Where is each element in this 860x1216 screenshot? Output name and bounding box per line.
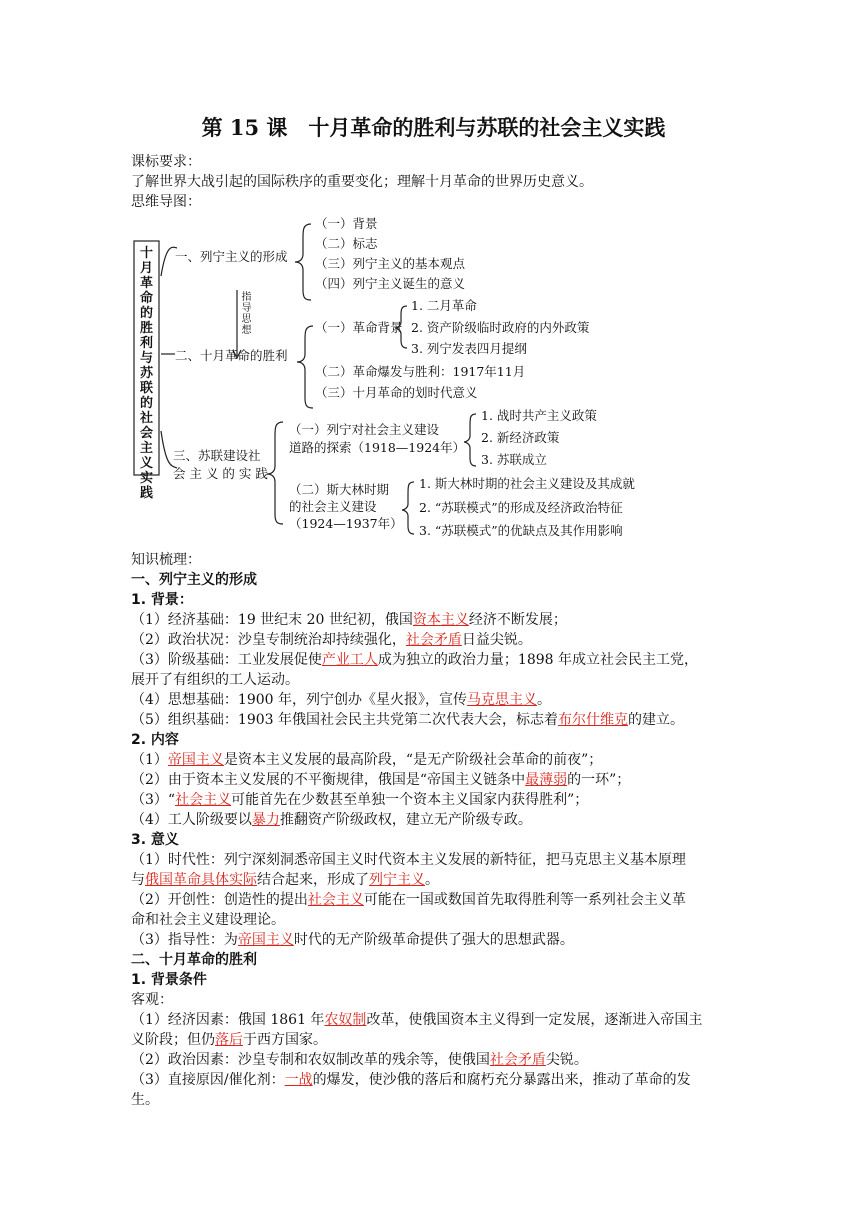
keyword: 社会主义 <box>175 792 232 808</box>
branch-3-subitem: 3. “苏联模式”的优缺点及其作用影响 <box>419 523 623 538</box>
branch-3-subitem: 3. 苏联成立 <box>481 452 547 467</box>
paragraph: （1）经济基础：19 世纪末 20 世纪初，俄国资本主义经济不断发展； <box>131 612 567 628</box>
subsection-heading: 1. 背景条件 <box>131 972 207 988</box>
paragraph: （4）思想基础：1900 年，列宁创办《星火报》，宣传马克思主义。 <box>131 692 551 708</box>
branch-2-item: （一）革命背景 <box>315 320 403 335</box>
paragraph: 生。 <box>131 1092 159 1108</box>
branch-2-item: （三）十月革命的划时代意义 <box>315 385 478 400</box>
branch-3-item: （一）列宁对社会主义建设 <box>289 422 440 437</box>
keyword: 产业工人 <box>321 652 378 668</box>
keyword: 暴力 <box>251 812 280 828</box>
keyword: 帝国主义 <box>167 752 224 768</box>
paragraph: （1）时代性：列宁深刻洞悉帝国主义时代资本主义发展的新特征，把马克思主义基本原理 <box>131 852 686 868</box>
document-page <box>131 108 736 1110</box>
keyword: 农奴制 <box>324 1012 367 1028</box>
keyword: 一战 <box>284 1072 313 1088</box>
keyword: 帝国主义 <box>237 932 294 948</box>
branch-2-subitem: 2. 资产阶级临时政府的内外政策 <box>411 320 590 335</box>
paragraph: （3）直接原因/催化剂：一战的爆发，使沙俄的落后和腐朽充分暴露出来，推动了革命的发 <box>131 1072 691 1088</box>
branch-3-item: （1924—1937年） <box>289 516 403 531</box>
review-label: 知识梳理： <box>131 552 201 568</box>
paragraph: （2）政治状况：沙皇专制统治却持续强化，社会矛盾日益尖锐。 <box>131 632 532 648</box>
keyword: 社会矛盾 <box>405 632 462 648</box>
requirements-label: 课标要求： <box>131 154 201 170</box>
branch-1-item: （三）列宁主义的基本观点 <box>315 256 466 271</box>
subsection-heading: 1. 背景： <box>131 592 193 608</box>
branch-1-item: （一）背景 <box>315 216 378 231</box>
branch-2-item: （二）革命爆发与胜利：1917年11月 <box>315 364 526 379</box>
paragraph: （2）开创性：创造性的提出社会主义可能在一国或数国首先取得胜利等一系列社会主义革 <box>131 892 686 908</box>
branch-2: 二、十月革命的胜利 <box>175 348 288 363</box>
branch-3-item: 道路的探索（1918—1924年） <box>289 440 466 455</box>
keyword: 社会矛盾 <box>489 1052 546 1068</box>
branch-1-item: （四）列宁主义诞生的意义 <box>315 276 466 291</box>
mindmap-guide-label: 指 导 思 想 <box>241 292 252 336</box>
keyword: 资本主义 <box>412 612 469 628</box>
keyword: 布尔什维克 <box>558 712 628 728</box>
subsection-heading: 2. 内容 <box>131 732 179 748</box>
paragraph: （5）组织基础：1903 年俄国社会民主共党第二次代表大会，标志着布尔什维克的建立。 <box>131 712 684 728</box>
paragraph: 展开了有组织的工人运动。 <box>131 672 299 688</box>
branch-3-subitem: 1. 战时共产主义政策 <box>481 408 597 423</box>
paragraph: （3）指导性：为帝国主义时代的无产阶级革命提供了强大的思想武器。 <box>131 932 574 948</box>
paragraph: （2）政治因素：沙皇专制和农奴制改革的残余等，使俄国社会矛盾尖锐。 <box>131 1052 588 1068</box>
paragraph: 命和社会主义建设理论。 <box>131 912 285 928</box>
mind-map <box>131 216 736 546</box>
keyword: 社会主义 <box>307 892 364 908</box>
paragraph: （3）阶级基础：工业发展促使产业工人成为独立的政治力量；1898 年成立社会民主工党， <box>131 652 698 668</box>
mindmap-root: 十 月 革 命 的 胜 利 与 苏 联 的 社 会 主 义 实 践 <box>139 246 153 501</box>
paragraph: （1）帝国主义是资本主义发展的最高阶段，“是无产阶级社会革命的前夜”； <box>131 752 603 768</box>
branch-1-item: （二）标志 <box>315 236 378 251</box>
section-heading: 二、十月革命的胜利 <box>131 952 257 968</box>
branch-3-item: （二）斯大林时期 <box>289 482 390 497</box>
paragraph: （1）经济因素：俄国 1861 年农奴制改革，使俄国资本主义得到一定发展，逐渐进入帝国主 <box>131 1012 703 1028</box>
paragraph: 客观： <box>131 992 173 1008</box>
paragraph: （4）工人阶级要以暴力推翻资产阶级政权，建立无产阶级专政。 <box>131 812 532 828</box>
paragraph: 义阶段；但仍落后于西方国家。 <box>131 1032 327 1048</box>
branch-3-item: 的社会主义建设 <box>289 499 377 514</box>
branch-3-subitem: 2. 新经济政策 <box>481 430 560 445</box>
branch-3-subitem: 1. 斯大林时期的社会主义建设及其成就 <box>419 476 635 491</box>
paragraph: 与俄国革命具体实际结合起来，形成了列宁主义。 <box>131 872 439 888</box>
keyword: 马克思主义 <box>467 692 537 708</box>
branch-2-subitem: 3. 列宁发表四月提纲 <box>411 341 527 356</box>
branch-3-subitem: 2. “苏联模式”的形成及经济政治特征 <box>419 500 623 515</box>
subsection-heading: 3. 意义 <box>131 832 179 848</box>
keyword: 俄国革命具体实际 <box>145 872 257 888</box>
branch-1: 一、列宁主义的形成 <box>175 249 288 264</box>
keyword: 最薄弱 <box>525 772 568 788</box>
paragraph: （2）由于资本主义发展的不平衡规律，俄国是“帝国主义链条中最薄弱的一环”； <box>131 772 631 788</box>
keyword: 落后 <box>215 1032 243 1048</box>
page-title: 第 15 课 十月革命的胜利与苏联的社会主义实践 <box>201 115 666 140</box>
branch-3: 三、苏联建设社 <box>173 448 261 463</box>
branch-2-subitem: 1. 二月革命 <box>411 298 477 313</box>
section-heading: 一、列宁主义的形成 <box>131 572 257 588</box>
paragraph: （3）“社会主义可能首先在少数甚至单独一个资本主义国家内获得胜利”； <box>131 792 589 808</box>
requirements-text: 了解世界大战引起的国际秩序的重要变化；理解十月革命的世界历史意义。 <box>131 174 593 190</box>
mindmap-label: 思维导图： <box>131 194 201 210</box>
keyword: 列宁主义 <box>369 872 425 888</box>
branch-3: 会 主 义 的 实 践 <box>173 466 268 481</box>
